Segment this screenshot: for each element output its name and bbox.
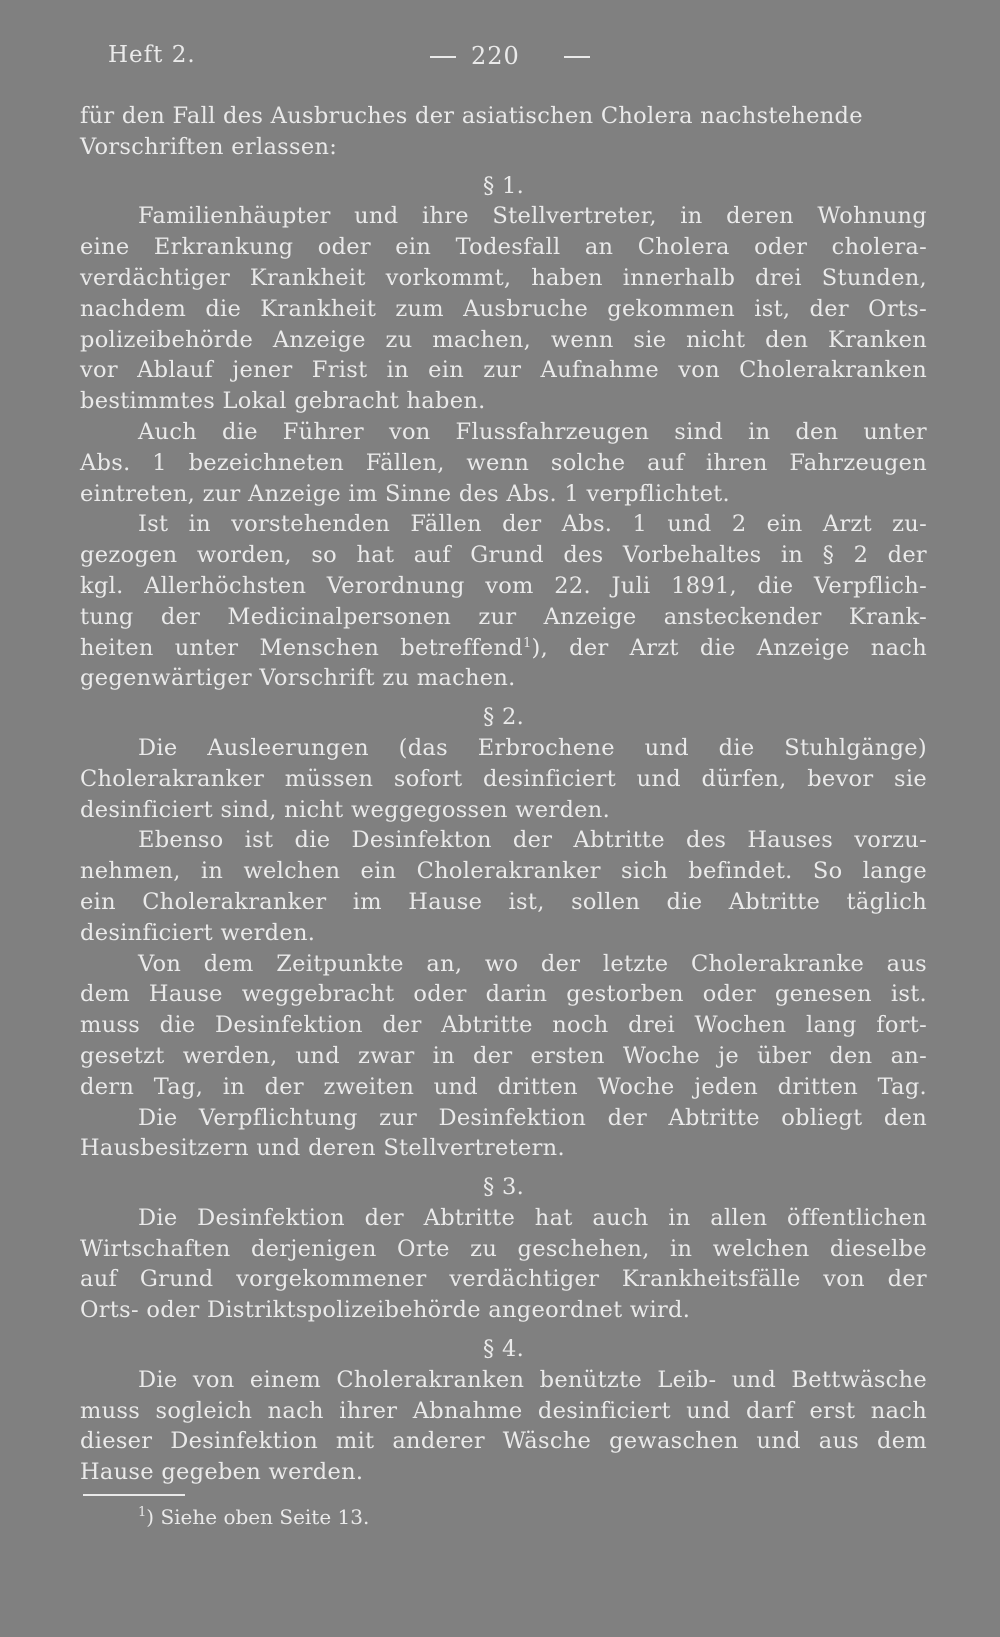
section-gap — [80, 1164, 927, 1172]
page-header — [108, 42, 598, 78]
header-dash-right — [564, 56, 590, 58]
text-line: gegenwärtiger Vorschrift zu machen. — [80, 665, 516, 692]
header-dash-left — [430, 56, 456, 58]
section-heading: § 3. — [482, 1174, 525, 1201]
issue-label: Heft 2. — [108, 42, 196, 68]
text-line: Orts- oder Distriktspolizeibehörde angeordnet wird. — [80, 1297, 691, 1324]
text-line: auf Grund vorgekommener verdächtiger Krankheitsfälle von der — [80, 1266, 927, 1293]
text-line: Hausbesitzern und deren Stellvertretern. — [80, 1135, 565, 1162]
text-line: Cholerakranker müssen sofort desinficiert und dürfen, bevor sie — [80, 765, 927, 792]
text-line: muss die Desinfektion der Abtritte noch drei Wochen lang fort- — [80, 1012, 927, 1039]
text-line: Wirtschaften derjenigen Orte zu geschehen, in welchen dieselbe — [80, 1235, 927, 1262]
text-line: nehmen, in welchen ein Cholerakranker sich befindet. So lange — [80, 858, 927, 885]
text-line: Die Verpflichtung zur Desinfektion der Abtritte obliegt den — [138, 1104, 927, 1131]
section-gap — [80, 1326, 927, 1334]
footnote-marker: 1 — [522, 635, 532, 651]
text-line: Auch die Führer von Flussfahrzeugen sind in den unter — [138, 418, 927, 445]
text-line: tung der Medicinalpersonen zur Anzeige ansteckender Krank- — [80, 603, 927, 630]
text-line: nachdem die Krankheit zum Ausbruche gekommen ist, der Orts- — [80, 295, 927, 322]
text-line: für den Fall des Ausbruches der asiatischen Cholera nachstehende — [80, 103, 863, 129]
text-line: vor Ablauf jener Frist in ein zur Aufnahme von Cholerakranken — [80, 357, 927, 384]
section-gap — [80, 163, 927, 171]
text-line: Die von einem Cholerakranken benützte Leib- und Bettwäsche — [138, 1366, 927, 1393]
text-line: desinficiert werden. — [80, 919, 316, 946]
section-gap — [80, 694, 927, 702]
text-line: verdächtiger Krankheit vorkommt, haben innerhalb drei Stunden, — [80, 264, 927, 291]
section-heading: § 4. — [482, 1336, 525, 1363]
text-line: bestimmtes Lokal gebracht haben. — [80, 388, 486, 415]
text-line: gezogen worden, so hat auf Grund des Vorbehaltes in § 2 der — [80, 542, 927, 569]
section-heading: § 1. — [482, 172, 525, 199]
text-line: Hause gegeben werden. — [80, 1459, 364, 1486]
text-line: Vorschriften erlassen: — [80, 133, 338, 160]
text-line: ein Cholerakranker im Hause ist, sollen die Abtritte täglich — [80, 888, 927, 915]
page-body — [80, 101, 927, 1532]
text-line: Familienhäupter und ihre Stellvertreter, in deren Wohnung — [138, 203, 927, 230]
footnote-rule — [83, 1494, 185, 1496]
text-line: Ebenso ist die Desinfekton der Abtritte des Hauses vorzu- — [138, 827, 927, 854]
text-line: Ist in vorstehenden Fällen der Abs. 1 und 2 ein Arzt zu- — [138, 511, 927, 538]
text-line: dem Hause weggebracht oder darin gestorben oder genesen ist. — [80, 981, 927, 1008]
text-line: Die Ausleerungen (das Erbrochene und die Stuhlgänge) — [138, 734, 927, 761]
section-heading: § 2. — [482, 704, 525, 731]
text-line: gesetzt werden, und zwar in der ersten Woche je über den an- — [80, 1042, 927, 1069]
text-line: Die Desinfektion der Abtritte hat auch in allen öffentlichen — [138, 1204, 927, 1231]
text-line: Von dem Zeitpunkte an, wo der letzte Cholerakranke aus — [138, 950, 927, 977]
page-number: 220 — [471, 42, 520, 70]
text-line: dieser Desinfektion mit anderer Wäsche gewaschen und aus dem — [80, 1428, 927, 1455]
text-line: polizeibehörde Anzeige zu machen, wenn sie nicht den Kranken — [80, 326, 927, 353]
text-line: heiten unter Menschen betreffend$^1$), der Arzt die Anzeige nach — [80, 634, 927, 661]
footnote: $^1$) Siehe oben Seite 13. — [138, 1504, 370, 1529]
text-line: eine Erkrankung oder ein Todesfall an Cholera oder cholera- — [80, 234, 927, 261]
text-line: Abs. 1 bezeichneten Fällen, wenn solche auf ihren Fahrzeugen — [80, 449, 927, 476]
text-line: kgl. Allerhöchsten Verordnung vom 22. Juli 1891, die Verpflich- — [80, 572, 927, 599]
footnote-marker: 1 — [138, 1504, 147, 1520]
text-line: desinficiert sind, nicht weggegossen werden. — [80, 796, 611, 823]
text-line: muss sogleich nach ihrer Abnahme desinficiert und darf erst nach — [80, 1397, 927, 1424]
text-line: eintreten, zur Anzeige im Sinne des Abs. 1 verpflichtet. — [80, 480, 730, 507]
text-line: dern Tag, in der zweiten und dritten Woche jeden dritten Tag. — [80, 1073, 927, 1100]
